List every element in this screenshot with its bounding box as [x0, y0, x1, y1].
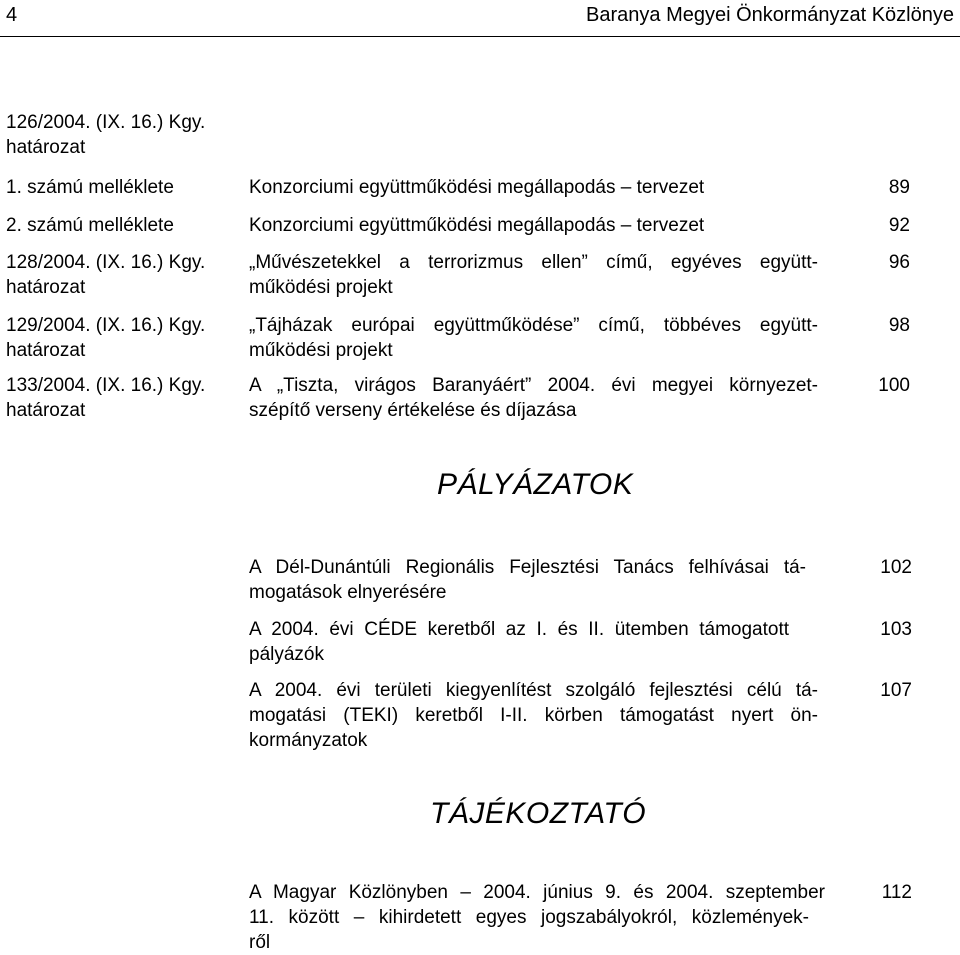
- decision-title: „Művészetekkel a terrorizmus ellen” című, egyéves együtt-: [249, 252, 818, 273]
- page-ref: 92: [888, 215, 910, 236]
- decision-type: határozat: [6, 137, 86, 158]
- decision-title-cont: működési projekt: [249, 277, 393, 298]
- publication-title: Baranya Megyei Önkormányzat Közlönye: [586, 4, 954, 26]
- page-number: 4: [6, 4, 18, 26]
- page-ref: 103: [880, 619, 912, 640]
- item-title: A 2004. évi CÉDE keretből az I. és II. ütemben támogatott: [249, 619, 789, 640]
- annex-title: Konzorciumi együttműködési megállapodás – tervezet: [249, 177, 705, 198]
- page-ref: 96: [888, 252, 910, 273]
- item-title-cont: ről: [249, 932, 271, 953]
- page-header: [0, 0, 960, 37]
- item-title-cont: pályázók: [249, 644, 324, 665]
- item-title: A Magyar Közlönyben – 2004. június 9. és 2004. szeptember: [249, 882, 825, 903]
- decision-title: A „Tiszta, virágos Baranyáért” 2004. évi megyei környezet-: [249, 375, 818, 396]
- annex-label: 2. számú melléklete: [6, 215, 174, 236]
- page-ref: 107: [880, 680, 912, 701]
- annex-label: 1. számú melléklete: [6, 177, 174, 198]
- item-title-cont: 11. között – kihirdetett egyes jogszabályokról, közlemények-: [249, 907, 809, 928]
- page-ref: 102: [880, 557, 912, 578]
- decision-type: határozat: [6, 277, 86, 298]
- decision-id: 133/2004. (IX. 16.) Kgy.: [6, 375, 206, 396]
- item-title: A 2004. évi területi kiegyenlítést szolgáló fejlesztési célú tá-: [249, 680, 818, 701]
- decision-id: 128/2004. (IX. 16.) Kgy.: [6, 252, 206, 273]
- decision-title-cont: működési projekt: [249, 340, 393, 361]
- decision-id: 129/2004. (IX. 16.) Kgy.: [6, 315, 206, 336]
- annex-title: Konzorciumi együttműködési megállapodás – tervezet: [249, 215, 705, 236]
- page-ref: 100: [878, 375, 910, 396]
- decision-type: határozat: [6, 400, 86, 421]
- decision-id: 126/2004. (IX. 16.) Kgy.: [6, 112, 206, 133]
- decision-type: határozat: [6, 340, 86, 361]
- item-title: A Dél-Dunántúli Regionális Fejlesztési Tanács felhívásai tá-: [249, 557, 806, 578]
- page-ref: 98: [888, 315, 910, 336]
- section-heading-palyazatok: PÁLYÁZATOK: [437, 468, 634, 501]
- item-title-cont: mogatások elnyerésére: [249, 582, 447, 603]
- decision-title-cont: szépítő verseny értékelése és díjazása: [249, 400, 577, 421]
- decision-title: „Tájházak európai együttműködése” című, többéves együtt-: [249, 315, 818, 336]
- page-ref: 112: [881, 882, 912, 903]
- item-title-cont: mogatási (TEKI) keretből I-II. körben támogatást nyert ön-: [249, 705, 818, 726]
- item-title-cont: kormányzatok: [249, 730, 368, 751]
- page-ref: 89: [888, 177, 910, 198]
- section-heading-tajekoztato: TÁJÉKOZTATÓ: [430, 797, 647, 830]
